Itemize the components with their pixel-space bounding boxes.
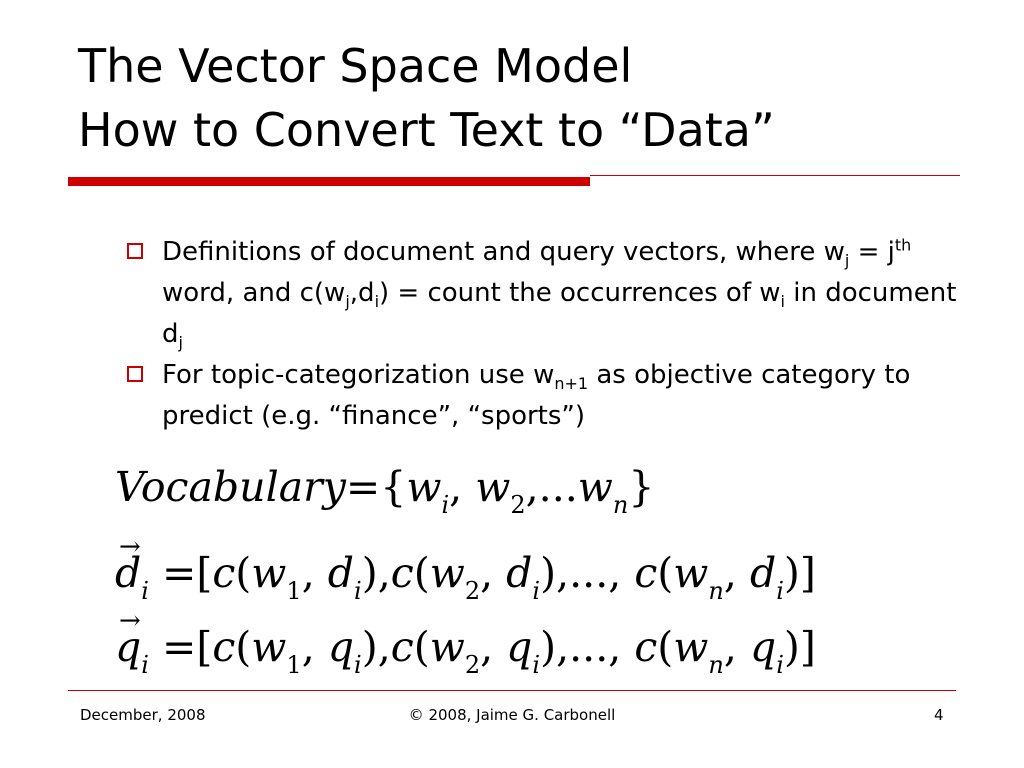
math-op: } [628,463,655,511]
document-vector-equation: → $d_i =[c(w_1$, $d_i),c(w_2$, $d_i$),..., $c(w_n$, $d_i$)] [115,548,816,598]
math-sub: i [354,651,362,679]
math-sub: 2 [464,651,481,679]
math-var: c [634,549,658,597]
math-var: c [212,623,236,671]
math-sub: i [532,651,541,679]
math-sub: i [441,491,450,519]
math-sub: i [776,651,784,679]
bullet-text: in document d [162,278,957,349]
math-var: c [390,549,414,597]
math-var: c [212,549,236,597]
math-var: d [749,549,777,597]
footer-copyright: © 2008, Jaime G. Carbonell [408,706,616,724]
math-sub: i [532,577,541,605]
title-line-1: The Vector Space Model [78,39,633,93]
math-sub: i [354,577,362,605]
title-underline-thick [68,177,590,186]
vector-d: → d [115,548,141,598]
math-var: w [251,549,287,597]
square-bullet-icon [127,366,143,382]
math-sub: n [708,577,724,605]
bullet-text: For topic-categorization use w [162,360,555,390]
subscript: i [780,292,785,312]
math-var: q [749,623,777,671]
math-op: )] [783,549,816,597]
bullet-text: ,d [349,278,375,308]
bullet-text: = j [849,237,895,267]
subscript: j [178,333,183,353]
math-op: , [449,463,476,511]
math-var: q [327,623,355,671]
math-var: w [577,463,613,511]
page-number: 4 [934,706,944,724]
bullet-item-definitions [124,232,964,355]
math-sub: 1 [286,651,302,679]
math-var: d [506,549,533,597]
math-sub: 2 [510,491,526,519]
bullet-text: word, and c(w [162,278,346,308]
bullet-text: ) = count the occurrences of w [379,278,781,308]
math-op: ),..., [540,623,622,671]
math-sub: n [708,651,724,679]
math-sub: i [141,651,149,679]
math-sub: 1 [286,577,302,605]
math-var: w [673,549,709,597]
math-op: =[ [148,549,213,597]
bullet-list [124,232,964,437]
bullet-text: Definitions of document and query vectors, where w [162,237,845,267]
math-var: w [475,463,511,511]
title-line-2: How to Convert Text to “Data” [78,103,775,157]
math-op: ={ [345,463,407,511]
query-vector-equation: → $q_i =[c(w_1$, $q_i),c(w_2$, $q_i$),..., $c(w_n$, $q_i$)] [115,622,816,672]
bullet-item-topic [124,355,964,437]
slide-title [78,34,978,162]
vocabulary-equation [115,462,655,519]
math-op: )] [783,623,816,671]
math-op: =[ [148,623,213,671]
bullet-text: as objective category to predict (e.g. “finance”, “sports”) [162,360,911,431]
subscript: j [844,251,850,271]
title-underline-thin [590,175,960,176]
math-var: w [251,623,287,671]
vector-q: → q [115,622,141,672]
math-var: w [429,549,465,597]
math-op: ),..., [540,549,622,597]
math-var: w [429,623,465,671]
math-var: w [406,463,442,511]
math-sub: i [776,577,784,605]
footer-date: December, 2008 [80,706,206,724]
vocab-label: Vocabulary [115,463,346,511]
footer-divider [68,690,956,691]
math-sub: n [612,491,629,519]
subscript: j [345,292,350,312]
subscript: i [374,292,380,312]
math-var: c [390,623,414,671]
math-sub: 2 [464,577,481,605]
math-var: q [506,623,533,671]
superscript: th [894,235,912,255]
math-op: ,... [525,463,578,511]
math-var: w [673,623,709,671]
math-sub: i [141,577,149,605]
math-var: d [327,549,355,597]
square-bullet-icon [127,243,143,259]
math-var: c [634,623,658,671]
subscript: n+1 [554,374,589,394]
